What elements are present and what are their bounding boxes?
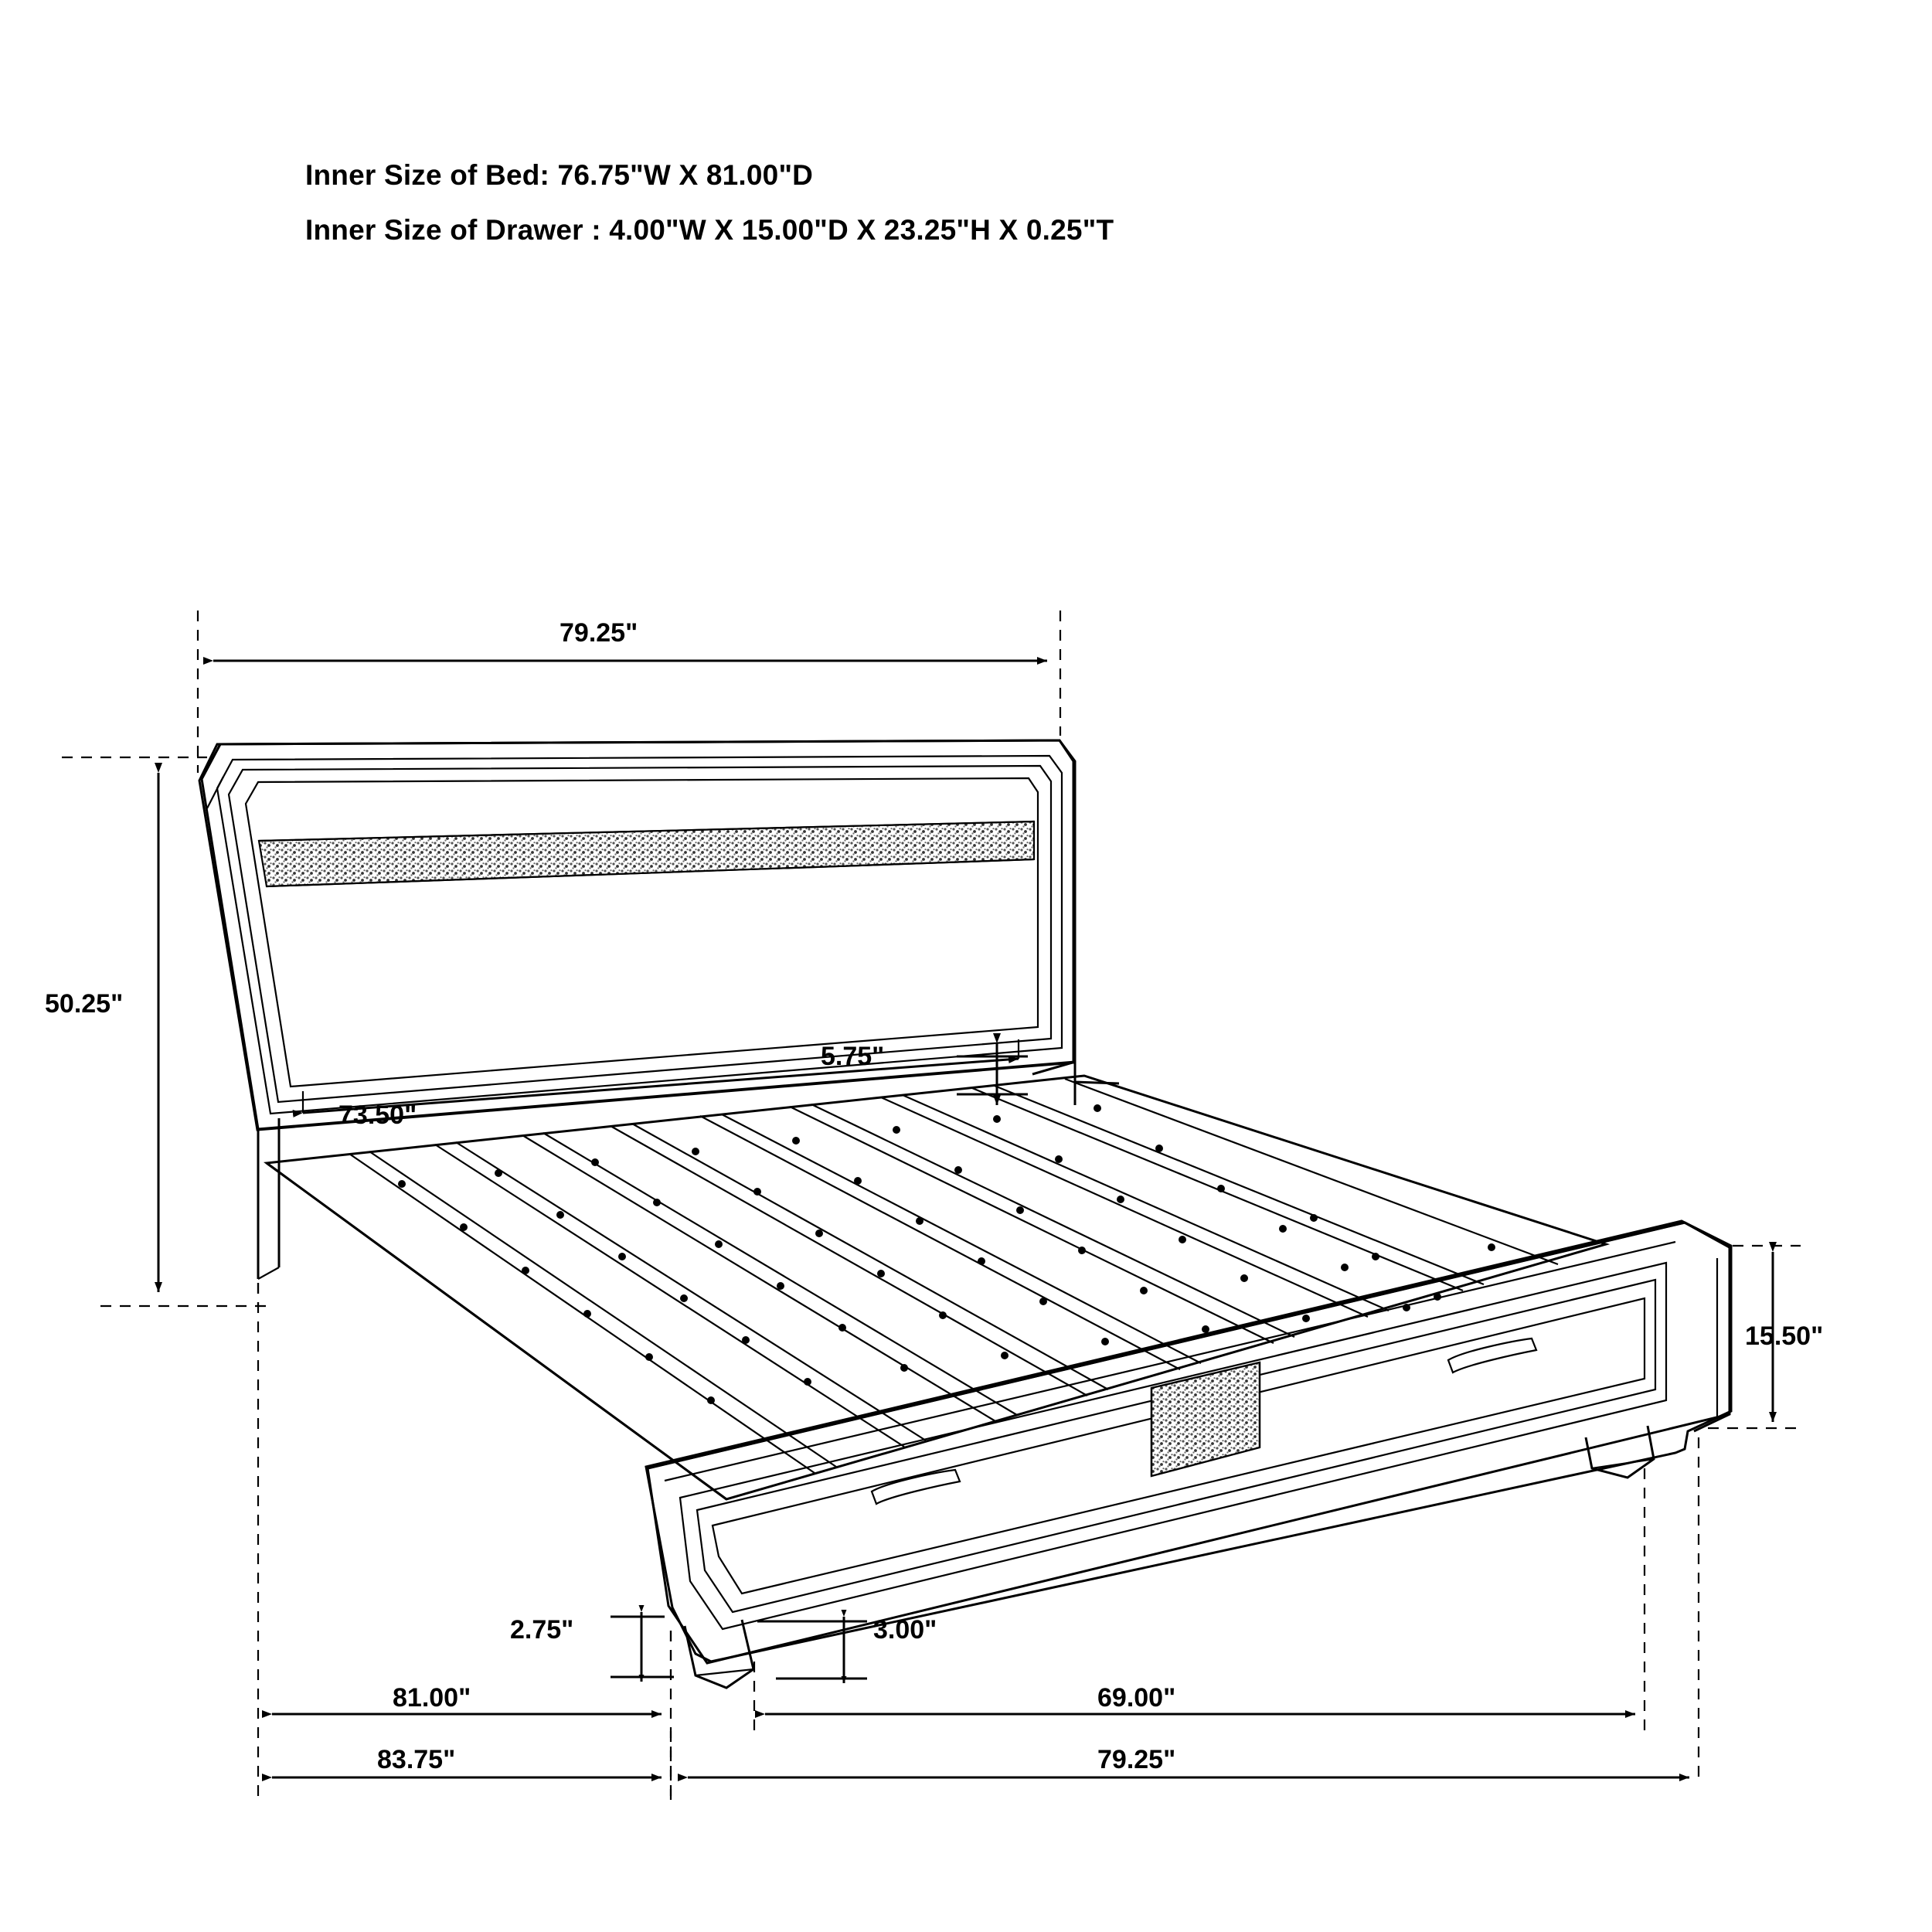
dim-leg-height-right: 3.00"	[873, 1615, 937, 1645]
dim-top-width: 79.25"	[560, 618, 638, 648]
dim-foot-outer: 79.25"	[1097, 1745, 1176, 1774]
dim-depth-outer: 83.75"	[377, 1745, 456, 1774]
dim-footboard-height: 15.50"	[1745, 1321, 1824, 1351]
drawer-inner-size-text: Inner Size of Drawer : 4.00"W X 15.00"D X 23.25"H X 0.25"T	[305, 214, 1114, 246]
bed-inner-size-text: Inner Size of Bed: 76.75"W X 81.00"D	[305, 159, 814, 191]
dim-leg-height-left: 2.75"	[510, 1615, 574, 1645]
dim-rail-gap: 5.75"	[821, 1042, 885, 1071]
dim-foot-inner: 69.00"	[1097, 1683, 1176, 1713]
dim-headboard-inner-width: 73.50"	[338, 1100, 417, 1130]
dim-depth-inner: 81.00"	[393, 1683, 471, 1713]
dim-headboard-height: 50.25"	[45, 989, 124, 1019]
